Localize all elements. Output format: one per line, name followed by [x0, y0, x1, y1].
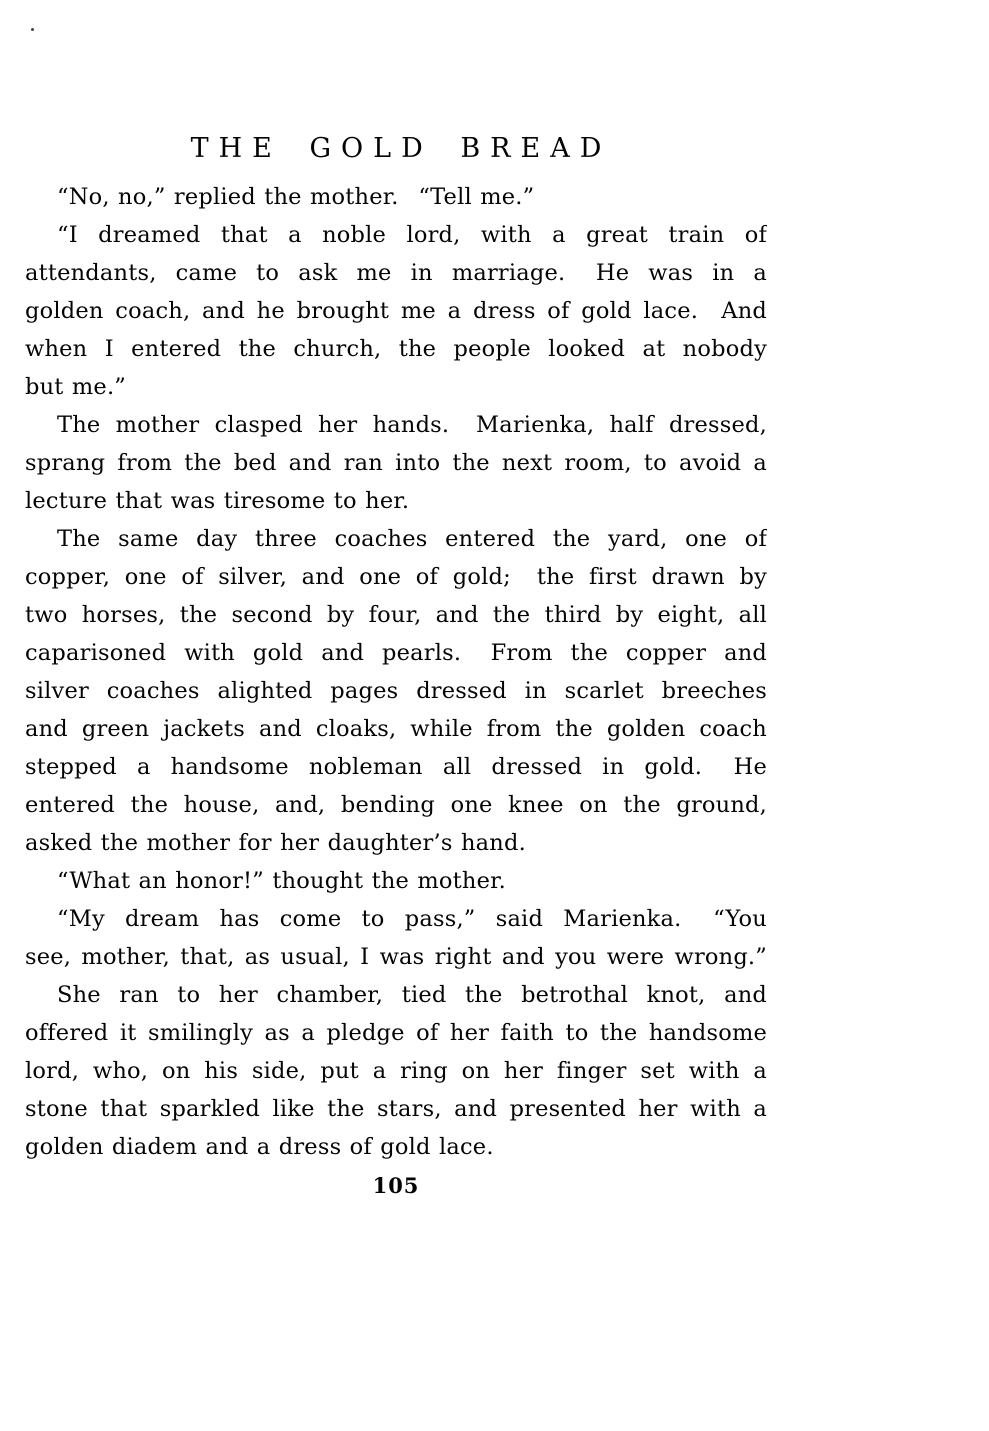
scan-speck [31, 28, 34, 31]
text-line: and green jackets and cloaks, while from the golden coach [25, 716, 767, 742]
text-line: offered it smilingly as a pledge of her faith to the handsome [25, 1020, 767, 1046]
text-line: lecture that was tiresome to her. [25, 488, 410, 514]
text-line: “No, no,” replied the mother. “Tell me.” [57, 184, 535, 210]
body-text [25, 178, 767, 1166]
text-column [25, 131, 767, 1202]
text-line: sprang from the bed and ran into the next room, to avoid a [25, 450, 767, 476]
text-line: The mother clasped her hands. Marienka, half dressed, [57, 412, 767, 438]
text-line: golden coach, and he brought me a dress of gold lace. And [25, 298, 767, 324]
text-line: “I dreamed that a noble lord, with a great train of [57, 222, 767, 248]
text-line: “My dream has come to pass,” said Marienka. “You [57, 906, 767, 932]
paragraph [25, 520, 767, 862]
paragraph [25, 406, 767, 520]
text-line: golden diadem and a dress of gold lace. [25, 1134, 494, 1160]
text-line: entered the house, and, bending one knee on the ground, [25, 792, 767, 818]
paragraph [25, 862, 767, 900]
page-number: 105 [372, 1173, 420, 1198]
text-line: caparisoned with gold and pearls. From the copper and [25, 640, 767, 666]
text-line: when I entered the church, the people looked at nobody [25, 336, 767, 362]
text-line: attendants, came to ask me in marriage. He was in a [25, 260, 767, 286]
text-line: copper, one of silver, and one of gold; the first drawn by [25, 564, 767, 590]
text-line: stone that sparkled like the stars, and presented her with a [25, 1096, 767, 1122]
text-line: stepped a handsome nobleman all dressed in gold. He [25, 754, 767, 780]
text-line: She ran to her chamber, tied the betrothal knot, and [57, 982, 767, 1008]
text-line: “What an honor!” thought the mother. [57, 868, 506, 894]
text-line: asked the mother for her daughter’s hand. [25, 830, 526, 856]
text-line: lord, who, on his side, put a ring on her finger set with a [25, 1058, 767, 1084]
text-line: two horses, the second by four, and the third by eight, all [25, 602, 767, 628]
paragraph [25, 900, 767, 976]
text-line: see, mother, that, as usual, I was right and you were wrong.” [25, 944, 767, 970]
paragraph [25, 216, 767, 406]
page-title: THE GOLD BREAD [190, 133, 612, 164]
text-line: The same day three coaches entered the yard, one of [57, 526, 767, 552]
text-line: silver coaches alighted pages dressed in scarlet breeches [25, 678, 767, 704]
paragraph [25, 976, 767, 1166]
text-line: but me.” [25, 374, 126, 400]
paragraph [25, 178, 767, 216]
